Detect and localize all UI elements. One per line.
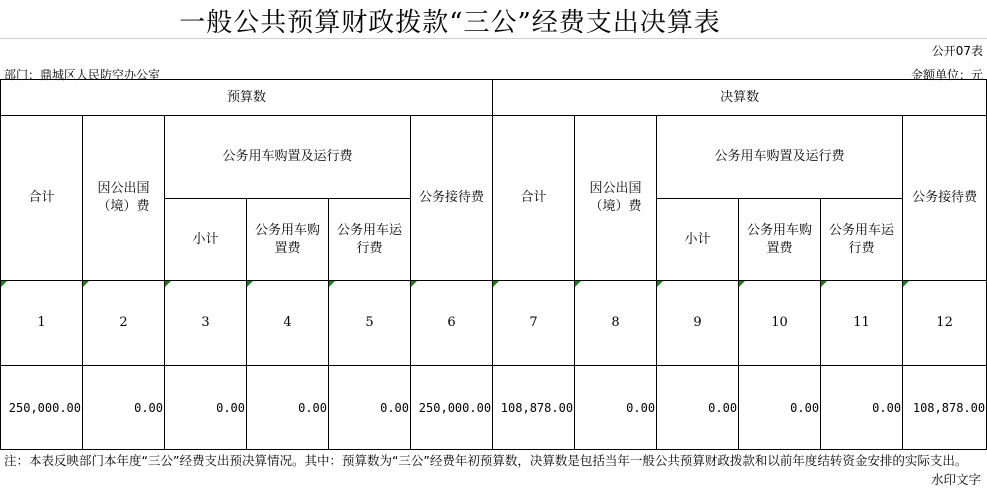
column-number-cell: 10 xyxy=(739,281,821,366)
green-triangle-icon xyxy=(329,281,335,287)
report-title: 一般公共预算财政拨款“三公”经费支出决算表 xyxy=(179,8,721,38)
column-number-cell: 12 xyxy=(903,281,987,366)
column-number-cell: 3 xyxy=(165,281,247,366)
column-number-cell: 7 xyxy=(493,281,575,366)
budget-vehicle-group-header: 公务用车购置及运行费 xyxy=(165,116,411,199)
green-triangle-icon xyxy=(903,281,909,287)
budget-vehicle-operation-value: 0.00 xyxy=(329,366,411,450)
budget-header: 预算数 xyxy=(1,80,493,116)
footnote: 注：本表反映部门本年度“三公”经费支出预决算情况。其中：预算数为“三公”经费年初预算数，决算数是包括当年一般公共预算财政拨款和以前年度结转资金安排的实际支出。 xyxy=(4,453,968,468)
form-code: 公开07表 xyxy=(931,44,983,58)
final-subtotal-header: 小计 xyxy=(657,199,739,281)
green-triangle-icon xyxy=(821,281,827,287)
final-vehicle-purchase-header: 公务用车购置费 xyxy=(739,199,821,281)
final-abroad-header: 因公出国（境）费 xyxy=(575,116,657,281)
final-subtotal-value: 0.00 xyxy=(657,366,739,450)
budget-vehicle-purchase-value: 0.00 xyxy=(247,366,329,450)
column-number-cell: 11 xyxy=(821,281,903,366)
green-triangle-icon xyxy=(165,281,171,287)
green-triangle-icon xyxy=(739,281,745,287)
green-triangle-icon xyxy=(657,281,663,287)
budget-reception-header: 公务接待费 xyxy=(411,116,493,281)
amount-unit: 金额单位：元 xyxy=(910,68,983,82)
budget-vehicle-operation-header: 公务用车运行费 xyxy=(329,199,411,281)
column-number-row xyxy=(1,281,987,366)
green-triangle-icon xyxy=(411,281,417,287)
title-divider xyxy=(0,38,987,39)
green-triangle-icon xyxy=(493,281,499,287)
green-triangle-icon xyxy=(247,281,253,287)
budget-vehicle-purchase-header: 公务用车购置费 xyxy=(247,199,329,281)
budget-subtotal-header: 小计 xyxy=(165,199,247,281)
final-abroad-value: 0.00 xyxy=(575,366,657,450)
column-number-cell: 6 xyxy=(411,281,493,366)
column-number-cell: 2 xyxy=(83,281,165,366)
column-number-cell: 5 xyxy=(329,281,411,366)
final-total-header: 合计 xyxy=(493,116,575,281)
value-row xyxy=(1,366,987,450)
green-triangle-icon xyxy=(575,281,581,287)
budget-reception-value: 250,000.00 xyxy=(411,366,493,450)
green-triangle-icon xyxy=(83,281,89,287)
column-number-cell: 9 xyxy=(657,281,739,366)
column-number-cell: 1 xyxy=(1,281,83,366)
budget-abroad-value: 0.00 xyxy=(83,366,165,450)
final-vehicle-group-header: 公务用车购置及运行费 xyxy=(657,116,903,199)
budget-subtotal-value: 0.00 xyxy=(165,366,247,450)
final-header: 决算数 xyxy=(493,80,987,116)
expense-table xyxy=(0,79,987,450)
final-reception-value: 108,878.00 xyxy=(903,366,987,450)
budget-total-header: 合计 xyxy=(1,116,83,281)
budget-total-value: 250,000.00 xyxy=(1,366,83,450)
green-triangle-icon xyxy=(1,281,7,287)
final-vehicle-operation-header: 公务用车运行费 xyxy=(821,199,903,281)
column-number-cell: 4 xyxy=(247,281,329,366)
column-number-cell: 8 xyxy=(575,281,657,366)
final-vehicle-purchase-value: 0.00 xyxy=(739,366,821,450)
final-vehicle-operation-value: 0.00 xyxy=(821,366,903,450)
final-reception-header: 公务接待费 xyxy=(903,116,987,281)
department-label: 部门：鼎城区人民防空办公室 xyxy=(4,68,161,82)
final-total-value: 108,878.00 xyxy=(493,366,575,450)
budget-abroad-header: 因公出国（境）费 xyxy=(83,116,165,281)
watermark-text: 水印文字 xyxy=(930,472,981,487)
